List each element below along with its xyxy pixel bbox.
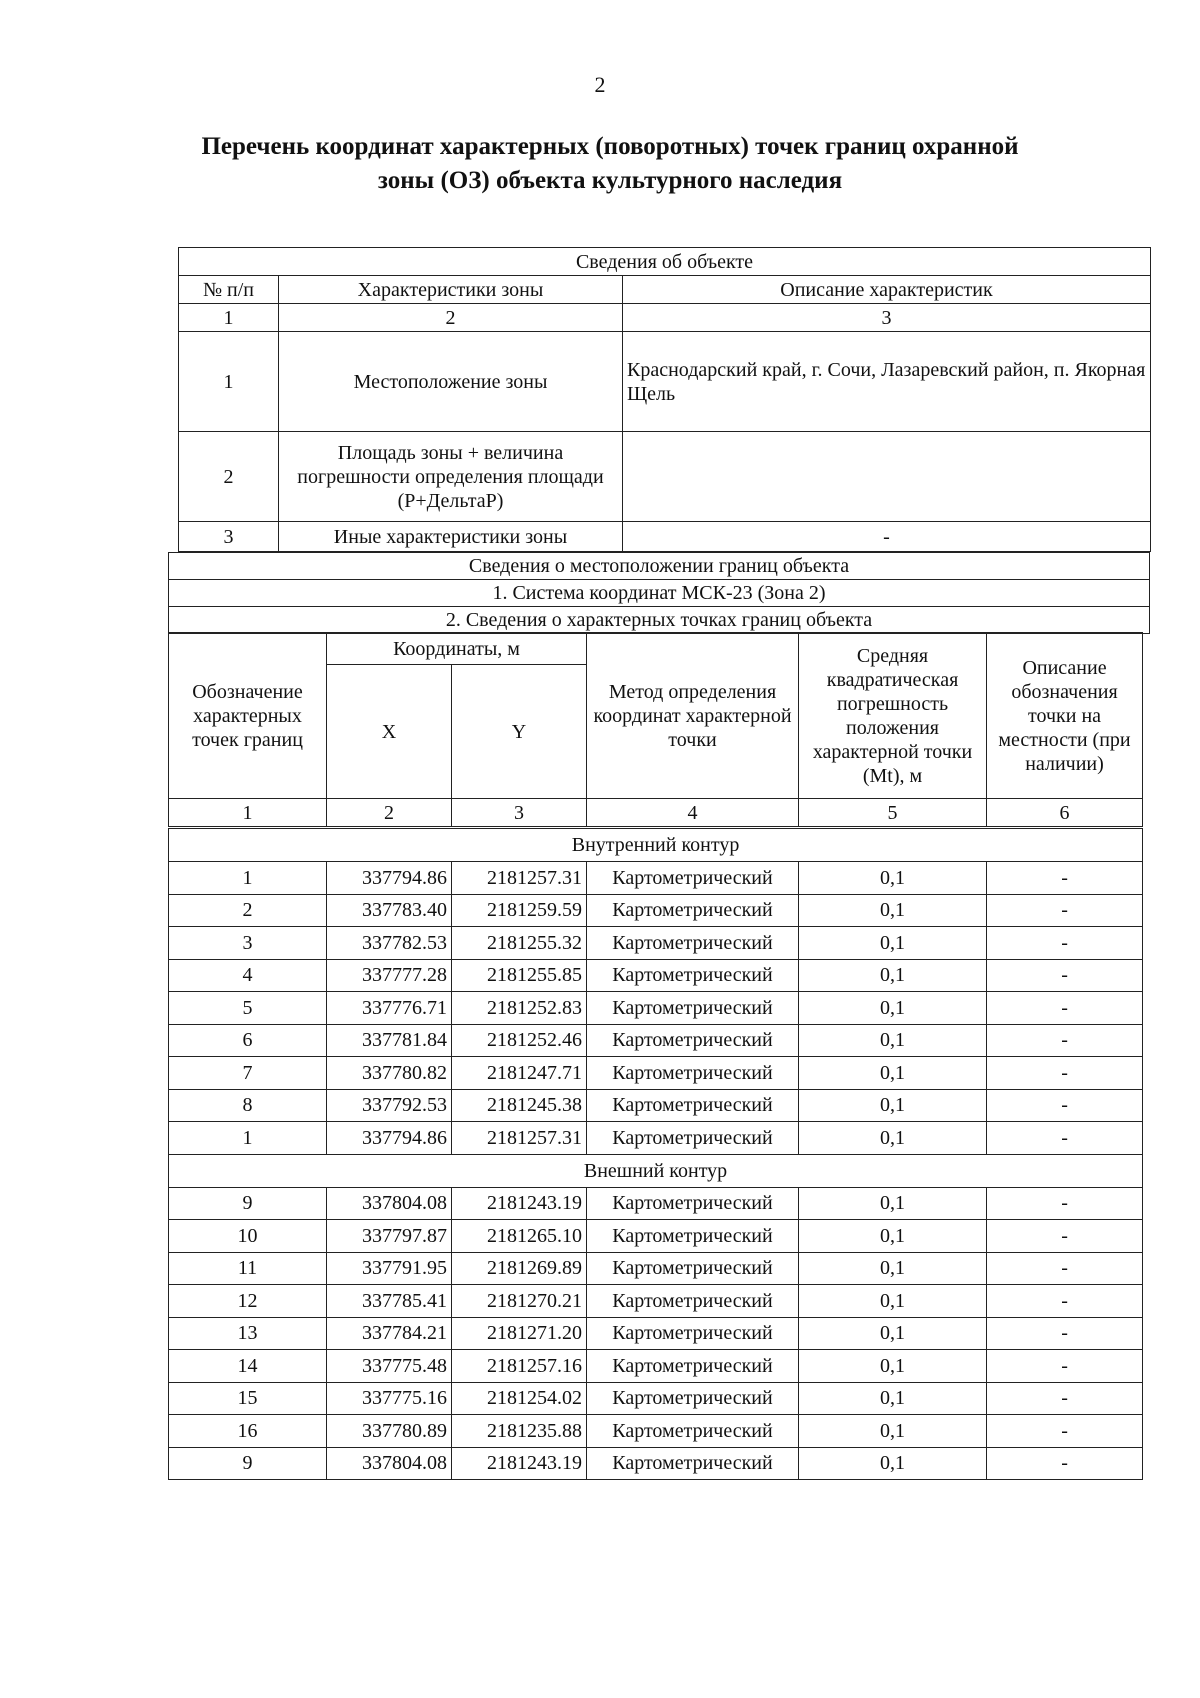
col-number-5: 5: [799, 799, 987, 827]
table-row: [169, 1122, 1143, 1155]
mean-error: 0,1: [799, 1382, 987, 1415]
col-number-2: 2: [279, 304, 623, 332]
table-row: [169, 1382, 1143, 1415]
point-description: -: [987, 959, 1143, 992]
col-number-6: 6: [987, 799, 1143, 827]
point-description: -: [987, 1187, 1143, 1220]
point-number: 15: [169, 1382, 327, 1415]
col-number-4: 4: [587, 799, 799, 827]
inner-contour-header-row: [169, 829, 1143, 862]
method: Картометрический: [587, 1447, 799, 1480]
coord-y: 2181257.16: [452, 1350, 587, 1383]
method: Картометрический: [587, 1187, 799, 1220]
object-info-header: Сведения об объекте: [179, 248, 1151, 276]
coord-x: 337791.95: [327, 1252, 452, 1285]
point-number: 4: [169, 959, 327, 992]
inner-contour-label: Внутренний контур: [169, 829, 1143, 862]
coord-x: 337776.71: [327, 992, 452, 1025]
mean-error: 0,1: [799, 1447, 987, 1480]
point-description: -: [987, 1024, 1143, 1057]
point-number: 14: [169, 1350, 327, 1383]
point-description: -: [987, 1317, 1143, 1350]
point-number: 16: [169, 1415, 327, 1448]
col-point-label: Обозначение характерных точек границ: [169, 633, 327, 799]
point-description: -: [987, 1382, 1143, 1415]
row-number: 2: [179, 432, 279, 522]
coord-x: 337794.86: [327, 1122, 452, 1155]
row-number: 3: [179, 522, 279, 552]
coord-y: 2181243.19: [452, 1447, 587, 1480]
coord-y: 2181243.19: [452, 1187, 587, 1220]
coord-y: 2181255.85: [452, 959, 587, 992]
row-number: 1: [179, 332, 279, 432]
location-info-header: Сведения о местоположении границ объекта: [169, 553, 1150, 580]
mean-error: 0,1: [799, 1350, 987, 1383]
coord-x: 337782.53: [327, 927, 452, 960]
point-description: -: [987, 1415, 1143, 1448]
coord-y: 2181247.71: [452, 1057, 587, 1090]
method: Картометрический: [587, 1285, 799, 1318]
row-characteristic: Площадь зоны + величина погрешности определения площади (P+ДельтаР): [279, 432, 623, 522]
point-description: -: [987, 1089, 1143, 1122]
coord-x: 337784.21: [327, 1317, 452, 1350]
table-row: [169, 1415, 1143, 1448]
col-error-label: Средняя квадратическая погрешность положения характерной точки (Mt), м: [799, 633, 987, 799]
coord-y: 2181252.83: [452, 992, 587, 1025]
coord-x: 337804.08: [327, 1187, 452, 1220]
table-row: [169, 1089, 1143, 1122]
coord-y: 2181271.20: [452, 1317, 587, 1350]
coord-y: 2181254.02: [452, 1382, 587, 1415]
outer-contour-label: Внешний контур: [169, 1154, 1143, 1187]
table-row: [179, 332, 1151, 432]
points-header: 2. Сведения о характерных точках границ объекта: [169, 607, 1150, 634]
page-title: [150, 130, 1070, 198]
coord-y: 2181270.21: [452, 1285, 587, 1318]
table-row: [169, 894, 1143, 927]
points-header-table: [168, 632, 1143, 827]
mean-error: 0,1: [799, 862, 987, 895]
col-number-1: 1: [179, 304, 279, 332]
point-number: 3: [169, 927, 327, 960]
table-row: [169, 1057, 1143, 1090]
location-info-table: [168, 552, 1150, 634]
point-number: 6: [169, 1024, 327, 1057]
col-coords-label: Координаты, м: [327, 633, 587, 665]
point-description: -: [987, 1252, 1143, 1285]
outer-contour-header-row: [169, 1154, 1143, 1187]
mean-error: 0,1: [799, 1057, 987, 1090]
coord-system: 1. Система координат МСК-23 (Зона 2): [169, 580, 1150, 607]
coord-x: 337775.16: [327, 1382, 452, 1415]
method: Картометрический: [587, 1252, 799, 1285]
point-number: 1: [169, 1122, 327, 1155]
col-header-number: № п/п: [179, 276, 279, 304]
coord-y: 2181257.31: [452, 1122, 587, 1155]
coord-x: 337797.87: [327, 1220, 452, 1253]
mean-error: 0,1: [799, 959, 987, 992]
method: Картометрический: [587, 959, 799, 992]
method: Картометрический: [587, 1220, 799, 1253]
point-description: -: [987, 862, 1143, 895]
method: Картометрический: [587, 1350, 799, 1383]
col-number-2: 2: [327, 799, 452, 827]
table-row: [169, 1220, 1143, 1253]
coord-x: 337780.82: [327, 1057, 452, 1090]
points-data-table: [168, 828, 1143, 1480]
point-description: -: [987, 1285, 1143, 1318]
coord-y: 2181265.10: [452, 1220, 587, 1253]
point-description: -: [987, 1220, 1143, 1253]
point-description: -: [987, 1447, 1143, 1480]
mean-error: 0,1: [799, 992, 987, 1025]
point-description: -: [987, 1350, 1143, 1383]
method: Картометрический: [587, 894, 799, 927]
col-header-characteristic: Характеристики зоны: [279, 276, 623, 304]
coord-y: 2181245.38: [452, 1089, 587, 1122]
point-number: 9: [169, 1447, 327, 1480]
point-description: -: [987, 1122, 1143, 1155]
coord-x: 337777.28: [327, 959, 452, 992]
method: Картометрический: [587, 1024, 799, 1057]
coord-x: 337792.53: [327, 1089, 452, 1122]
point-number: 8: [169, 1089, 327, 1122]
page-number: 2: [594, 72, 606, 97]
coord-x: 337794.86: [327, 862, 452, 895]
point-number: 9: [169, 1187, 327, 1220]
point-description: -: [987, 992, 1143, 1025]
mean-error: 0,1: [799, 1317, 987, 1350]
table-row: [169, 1350, 1143, 1383]
row-characteristic: Местоположение зоны: [279, 332, 623, 432]
table-row: [169, 862, 1143, 895]
coord-x: 337783.40: [327, 894, 452, 927]
table-row: [169, 1024, 1143, 1057]
point-number: 12: [169, 1285, 327, 1318]
row-characteristic: Иные характеристики зоны: [279, 522, 623, 552]
mean-error: 0,1: [799, 1285, 987, 1318]
table-row: [169, 992, 1143, 1025]
coord-x: 337775.48: [327, 1350, 452, 1383]
table-row: [169, 1317, 1143, 1350]
mean-error: 0,1: [799, 1024, 987, 1057]
coord-x: 337785.41: [327, 1285, 452, 1318]
coord-x: 337780.89: [327, 1415, 452, 1448]
object-info-table: [178, 247, 1151, 552]
mean-error: 0,1: [799, 1415, 987, 1448]
table-row: [169, 1447, 1143, 1480]
mean-error: 0,1: [799, 1220, 987, 1253]
mean-error: 0,1: [799, 1187, 987, 1220]
point-number: 10: [169, 1220, 327, 1253]
col-number-3: 3: [623, 304, 1151, 332]
point-number: 5: [169, 992, 327, 1025]
method: Картометрический: [587, 1057, 799, 1090]
method: Картометрический: [587, 1317, 799, 1350]
title-line-2: зоны (ОЗ) объекта культурного наследия: [377, 167, 843, 194]
col-number-1: 1: [169, 799, 327, 827]
col-header-description: Описание характеристик: [623, 276, 1151, 304]
coord-y: 2181235.88: [452, 1415, 587, 1448]
coord-y: 2181269.89: [452, 1252, 587, 1285]
coord-x: 337781.84: [327, 1024, 452, 1057]
table-row: [179, 522, 1151, 552]
row-description: [623, 432, 1151, 522]
method: Картометрический: [587, 1089, 799, 1122]
table-row: [169, 927, 1143, 960]
row-description: Краснодарский край, г. Сочи, Лазаревский район, п. Якорная Щель: [623, 332, 1151, 432]
point-description: -: [987, 927, 1143, 960]
point-number: 1: [169, 862, 327, 895]
method: Картометрический: [587, 1382, 799, 1415]
point-number: 2: [169, 894, 327, 927]
mean-error: 0,1: [799, 1252, 987, 1285]
coord-x: 337804.08: [327, 1447, 452, 1480]
method: Картометрический: [587, 1122, 799, 1155]
row-description: -: [623, 522, 1151, 552]
table-row: [169, 1285, 1143, 1318]
point-number: 13: [169, 1317, 327, 1350]
mean-error: 0,1: [799, 894, 987, 927]
method: Картометрический: [587, 927, 799, 960]
point-number: 11: [169, 1252, 327, 1285]
table-row: [179, 432, 1151, 522]
coord-y: 2181257.31: [452, 862, 587, 895]
col-y-label: Y: [452, 665, 587, 799]
col-x-label: X: [327, 665, 452, 799]
point-number: 7: [169, 1057, 327, 1090]
table-row: [169, 1187, 1143, 1220]
col-number-3: 3: [452, 799, 587, 827]
coord-y: 2181252.46: [452, 1024, 587, 1057]
col-desc-label: Описание обозначения точки на местности (при наличии): [987, 633, 1143, 799]
mean-error: 0,1: [799, 927, 987, 960]
col-method-label: Метод определения координат характерной точки: [587, 633, 799, 799]
method: Картометрический: [587, 1415, 799, 1448]
point-description: -: [987, 1057, 1143, 1090]
title-line-1: Перечень координат характерных (поворотных) точек границ охранной: [201, 133, 1019, 160]
point-description: -: [987, 894, 1143, 927]
table-row: [169, 959, 1143, 992]
method: Картометрический: [587, 992, 799, 1025]
method: Картометрический: [587, 862, 799, 895]
coord-y: 2181255.32: [452, 927, 587, 960]
mean-error: 0,1: [799, 1089, 987, 1122]
coord-y: 2181259.59: [452, 894, 587, 927]
table-row: [169, 1252, 1143, 1285]
mean-error: 0,1: [799, 1122, 987, 1155]
